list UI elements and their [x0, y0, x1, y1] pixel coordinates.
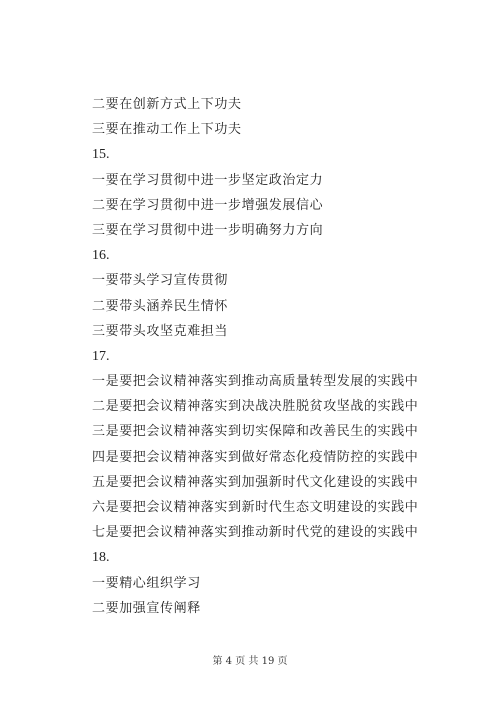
- text-line: 三是要把会议精神落实到切实保障和改善民生的实践中: [92, 424, 419, 440]
- text-line: 一要精心组织学习: [92, 575, 201, 591]
- text-line: 二要加强宣传阐释: [92, 600, 201, 616]
- section-number: 17.: [92, 348, 110, 364]
- text-line: 二要带头涵养民生情怀: [92, 298, 229, 314]
- text-line: 四是要把会议精神落实到做好常态化疫情防控的实践中: [92, 449, 419, 465]
- text-line: 三要带头攻坚克难担当: [92, 323, 229, 339]
- text-line: 二要在学习贯彻中进一步增强发展信心: [92, 197, 324, 213]
- section-number: 16.: [92, 248, 110, 264]
- text-line: 七是要把会议精神落实到推动新时代党的建设的实践中: [92, 525, 419, 541]
- section-number: 18.: [92, 550, 110, 566]
- text-line: 六是要把会议精神落实到新时代生态文明建设的实践中: [92, 500, 419, 515]
- section-number: 15.: [92, 147, 110, 163]
- text-line: 三要在学习贯彻中进一步明确努力方向: [92, 222, 324, 238]
- text-line: 二要在创新方式上下功夫: [92, 97, 242, 112]
- text-line: 三要在推动工作上下功夫: [92, 122, 242, 138]
- body-text: [92, 92, 432, 621]
- text-line: 一要在学习贯彻中进一步坚定政治定力: [92, 172, 324, 188]
- page-footer: 第 4 页 共 19 页: [212, 656, 288, 667]
- text-line: 二是要把会议精神落实到决战决胜脱贫攻坚战的实践中: [92, 399, 419, 415]
- text-line: 五是要把会议精神落实到加强新时代文化建设的实践中: [92, 474, 419, 490]
- text-line: 一是要把会议精神落实到推动高质量转型发展的实践中: [92, 374, 419, 390]
- text-line: 一要带头学习宣传贯彻: [92, 273, 229, 289]
